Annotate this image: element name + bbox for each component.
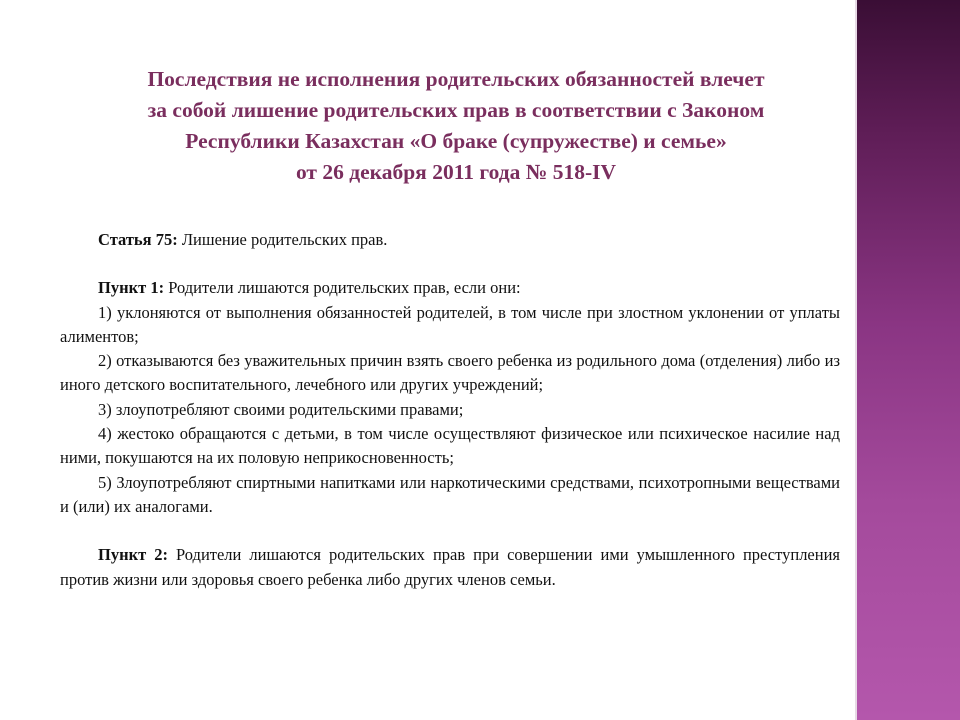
article-heading xyxy=(60,228,840,252)
point1-item: 4) жестоко обращаются с детьми, в том числе осуществляют физическое или психическое насилие над ними, покушаются на их половую неприкосновенность; xyxy=(60,424,840,468)
article-text: Лишение родительских прав. xyxy=(177,230,388,249)
slide-title xyxy=(60,64,852,188)
spacer xyxy=(60,519,840,543)
title-line-3: Республики Казахстан «О браке (супружестве) и семье» xyxy=(185,129,727,153)
point1-item: 2) отказываются без уважительных причин взять своего ребенка из родильного дома (отделения) либо из иного детского воспитательного, лечебного или других учреждений; xyxy=(60,351,840,395)
article-label: Статья 75: xyxy=(98,230,178,249)
point2-paragraph xyxy=(60,543,840,592)
point1-heading xyxy=(60,276,840,300)
point1-text: Родители лишаются родительских прав, если они: xyxy=(164,278,521,298)
slide-body xyxy=(60,228,840,592)
title-line-1: Последствия не исполнения родительских обязанностей влечет xyxy=(147,67,765,91)
decorative-side-band xyxy=(857,0,960,720)
point1-item: 3) злоупотребляют своими родительскими правами; xyxy=(98,399,464,419)
point1-item: 1) уклоняются от выполнения обязанностей родителей, в том числе при злостном уклонении от уплаты алиментов; xyxy=(60,302,840,346)
point2-label: Пункт 2: xyxy=(98,545,168,565)
point2-text: Родители лишаются родительских прав при совершении ими умышленного преступления против жизни или здоровья своего ребенка либо других членов семьи. xyxy=(60,545,841,589)
point1-item: 5) Злоупотребляют спиртными напитками или наркотическими средствами, психотропными веществами и (или) их аналогами. xyxy=(60,472,840,516)
spacer xyxy=(60,252,840,276)
title-line-4: от 26 декабря 2011 года № 518-IV xyxy=(295,160,617,184)
title-line-2: за собой лишение родительских прав в соответствии с Законом xyxy=(147,98,765,122)
point1-label: Пункт 1: xyxy=(98,278,165,298)
